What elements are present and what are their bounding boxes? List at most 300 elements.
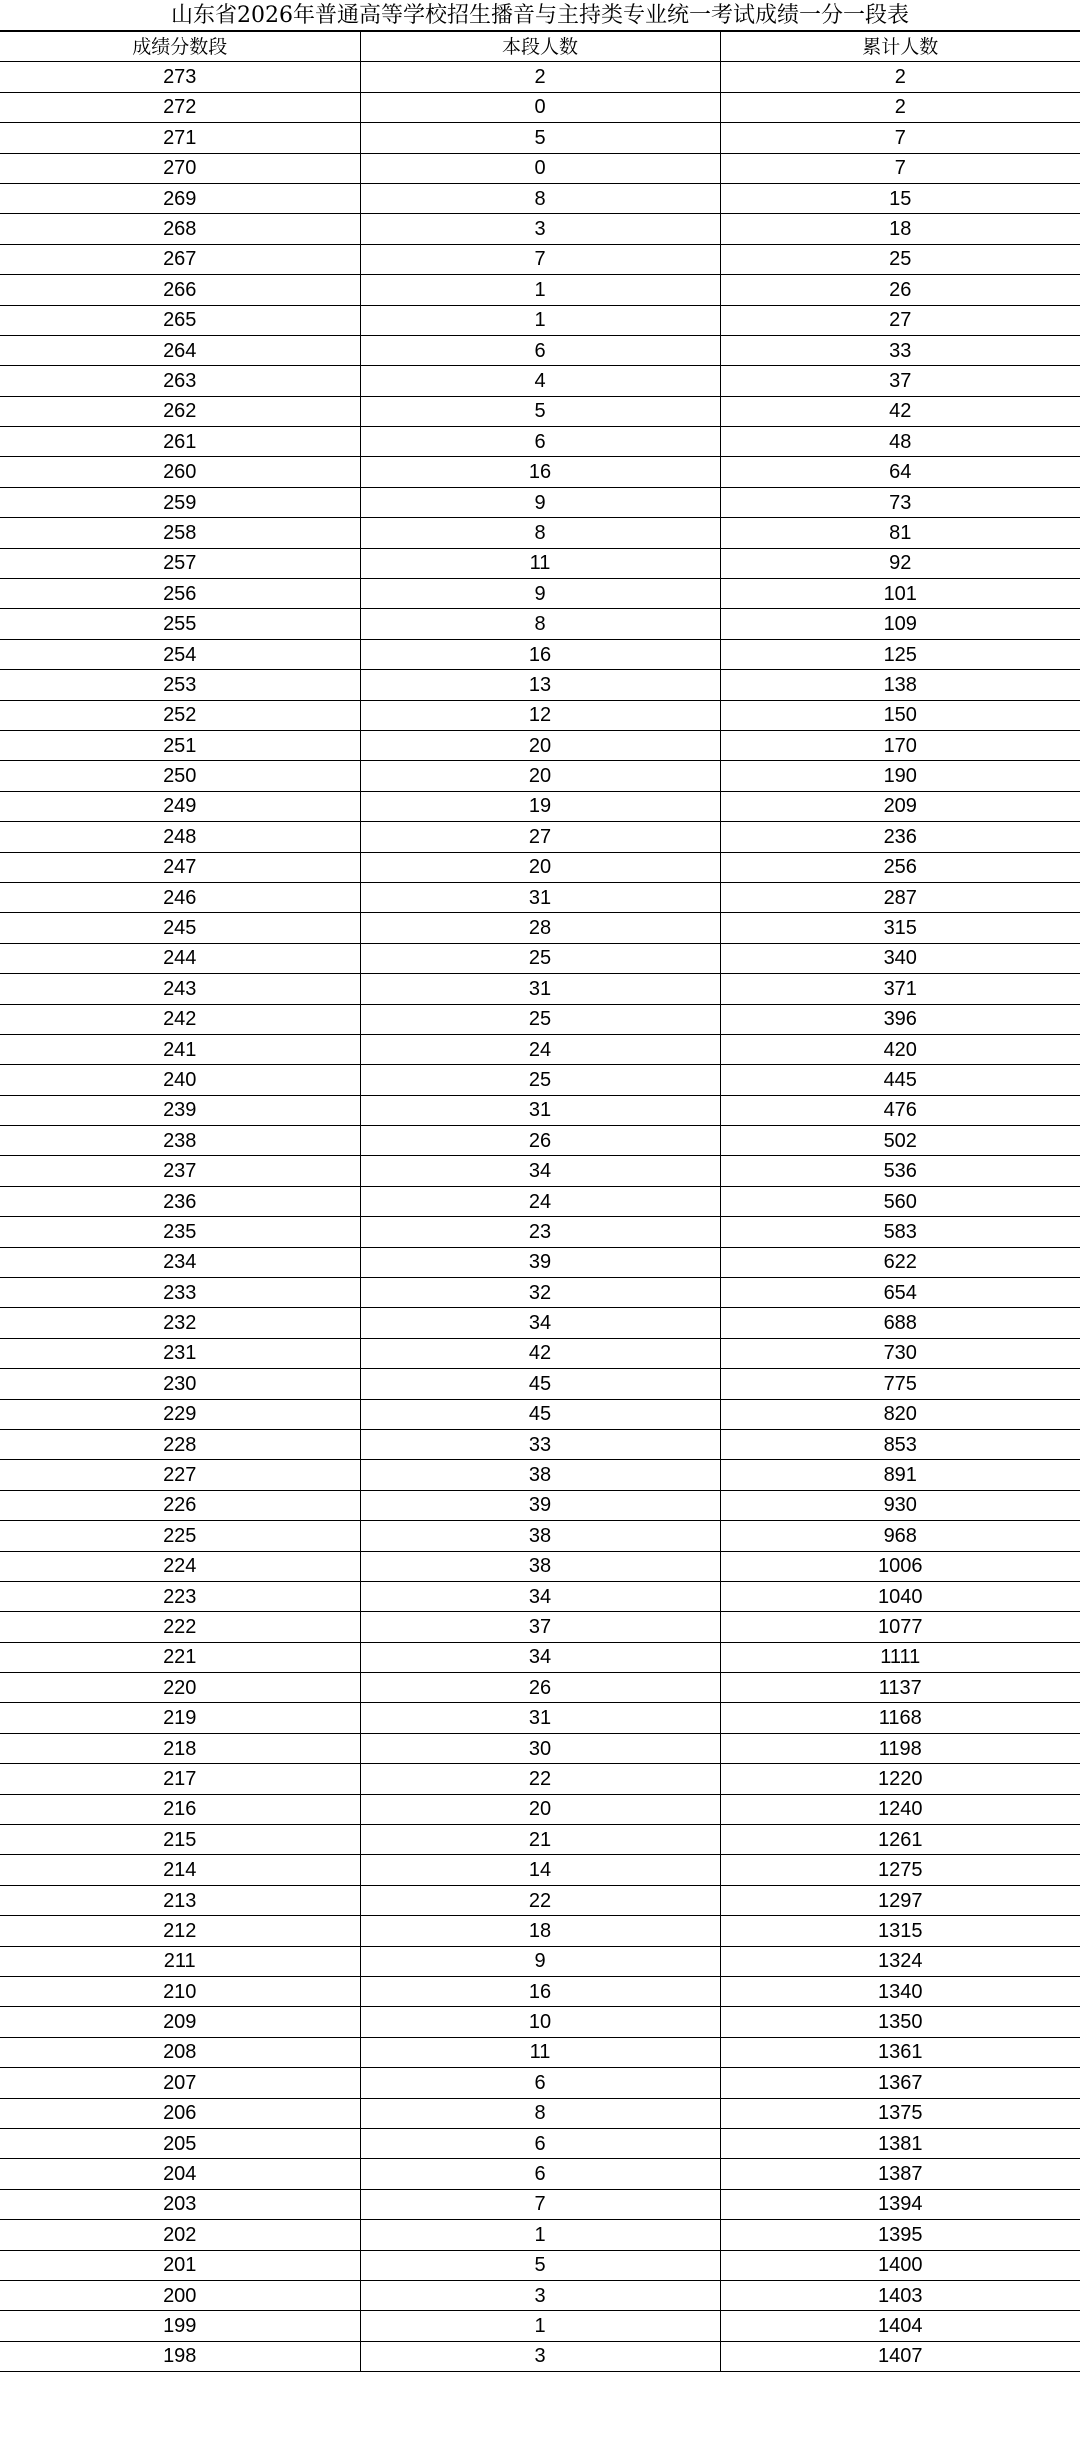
cell-segment-count: 37 [360,1612,720,1642]
cell-score: 226 [0,1490,360,1520]
cell-cumulative-count: 81 [720,518,1080,548]
cell-cumulative-count: 371 [720,974,1080,1004]
cell-segment-count: 33 [360,1429,720,1459]
cell-cumulative-count: 340 [720,943,1080,973]
cell-cumulative-count: 287 [720,882,1080,912]
table-row [0,1247,1080,1277]
cell-score: 217 [0,1764,360,1794]
cell-segment-count: 12 [360,700,720,730]
cell-segment-count: 45 [360,1369,720,1399]
table-row [0,882,1080,912]
cell-cumulative-count: 1367 [720,2068,1080,2098]
table-row [0,214,1080,244]
cell-segment-count: 3 [360,2280,720,2310]
table-row [0,2341,1080,2371]
cell-cumulative-count: 1407 [720,2341,1080,2371]
table-row [0,791,1080,821]
cell-cumulative-count: 1361 [720,2037,1080,2067]
table-row [0,1460,1080,1490]
table-row [0,1521,1080,1551]
cell-cumulative-count: 1387 [720,2159,1080,2189]
table-row [0,1065,1080,1095]
page-title: 山东省2026年普通高等学校招生播音与主持类专业统一考试成绩一分一段表 [0,0,1080,31]
cell-segment-count: 3 [360,2341,720,2371]
cell-cumulative-count: 2 [720,62,1080,92]
table-row [0,1338,1080,1368]
cell-cumulative-count: 1168 [720,1703,1080,1733]
cell-cumulative-count: 1198 [720,1733,1080,1763]
cell-segment-count: 16 [360,639,720,669]
table-row [0,548,1080,578]
cell-cumulative-count: 27 [720,305,1080,335]
table-row [0,2007,1080,2037]
cell-cumulative-count: 654 [720,1278,1080,1308]
table-row [0,2037,1080,2067]
cell-score: 253 [0,670,360,700]
table-row [0,1186,1080,1216]
cell-score: 215 [0,1825,360,1855]
cell-score: 266 [0,275,360,305]
table-row [0,1156,1080,1186]
cell-segment-count: 18 [360,1916,720,1946]
cell-segment-count: 20 [360,730,720,760]
cell-score: 232 [0,1308,360,1338]
cell-cumulative-count: 583 [720,1217,1080,1247]
cell-score: 218 [0,1733,360,1763]
cell-cumulative-count: 92 [720,548,1080,578]
cell-score: 224 [0,1551,360,1581]
cell-segment-count: 1 [360,2220,720,2250]
cell-segment-count: 38 [360,1460,720,1490]
table-row [0,974,1080,1004]
table-row [0,244,1080,274]
table-row [0,153,1080,183]
cell-cumulative-count: 101 [720,579,1080,609]
cell-score: 222 [0,1612,360,1642]
cell-score: 200 [0,2280,360,2310]
cell-segment-count: 42 [360,1338,720,1368]
cell-segment-count: 19 [360,791,720,821]
table-row [0,275,1080,305]
cell-segment-count: 7 [360,244,720,274]
cell-segment-count: 5 [360,2250,720,2280]
cell-cumulative-count: 26 [720,275,1080,305]
table-row [0,943,1080,973]
cell-cumulative-count: 1404 [720,2311,1080,2341]
cell-segment-count: 2 [360,62,720,92]
cell-score: 267 [0,244,360,274]
cell-cumulative-count: 1324 [720,1946,1080,1976]
cell-segment-count: 1 [360,305,720,335]
cell-cumulative-count: 1111 [720,1642,1080,1672]
cell-segment-count: 5 [360,123,720,153]
cell-segment-count: 6 [360,2068,720,2098]
cell-cumulative-count: 445 [720,1065,1080,1095]
table-row [0,1642,1080,1672]
cell-score: 202 [0,2220,360,2250]
table-row [0,1490,1080,1520]
cell-cumulative-count: 968 [720,1521,1080,1551]
table-row [0,1429,1080,1459]
cell-segment-count: 34 [360,1581,720,1611]
cell-score: 227 [0,1460,360,1490]
cell-segment-count: 8 [360,183,720,213]
cell-score: 248 [0,822,360,852]
cell-score: 214 [0,1855,360,1885]
cell-cumulative-count: 730 [720,1338,1080,1368]
cell-cumulative-count: 930 [720,1490,1080,1520]
cell-cumulative-count: 1040 [720,1581,1080,1611]
cell-segment-count: 1 [360,2311,720,2341]
cell-segment-count: 31 [360,1095,720,1125]
cell-segment-count: 31 [360,882,720,912]
table-row [0,2280,1080,2310]
table-row [0,700,1080,730]
cell-score: 272 [0,92,360,122]
table-row [0,183,1080,213]
table-row [0,2128,1080,2158]
cell-cumulative-count: 73 [720,487,1080,517]
cell-cumulative-count: 1275 [720,1855,1080,1885]
cell-score: 237 [0,1156,360,1186]
table-row [0,1095,1080,1125]
cell-score: 239 [0,1095,360,1125]
table-row [0,1126,1080,1156]
cell-score: 271 [0,123,360,153]
cell-score: 273 [0,62,360,92]
cell-score: 216 [0,1794,360,1824]
table-row [0,2220,1080,2250]
header-segment-count: 本段人数 [360,32,720,62]
cell-cumulative-count: 109 [720,609,1080,639]
cell-cumulative-count: 396 [720,1004,1080,1034]
table-row [0,761,1080,791]
cell-cumulative-count: 1350 [720,2007,1080,2037]
cell-score: 261 [0,427,360,457]
table-row [0,518,1080,548]
cell-cumulative-count: 48 [720,427,1080,457]
score-table [0,31,1080,2372]
cell-cumulative-count: 190 [720,761,1080,791]
cell-cumulative-count: 15 [720,183,1080,213]
table-row [0,1612,1080,1642]
cell-segment-count: 22 [360,1885,720,1915]
cell-score: 221 [0,1642,360,1672]
cell-segment-count: 39 [360,1490,720,1520]
cell-score: 209 [0,2007,360,2037]
cell-segment-count: 30 [360,1733,720,1763]
cell-cumulative-count: 315 [720,913,1080,943]
table-row [0,2068,1080,2098]
table-row [0,1794,1080,1824]
table-row [0,92,1080,122]
cell-cumulative-count: 688 [720,1308,1080,1338]
cell-segment-count: 9 [360,487,720,517]
cell-score: 250 [0,761,360,791]
table-row [0,609,1080,639]
table-row [0,1581,1080,1611]
cell-segment-count: 24 [360,1186,720,1216]
table-row [0,366,1080,396]
cell-cumulative-count: 170 [720,730,1080,760]
cell-score: 206 [0,2098,360,2128]
table-row [0,852,1080,882]
cell-cumulative-count: 1137 [720,1673,1080,1703]
cell-score: 270 [0,153,360,183]
cell-segment-count: 25 [360,943,720,973]
table-row [0,305,1080,335]
cell-cumulative-count: 560 [720,1186,1080,1216]
cell-cumulative-count: 236 [720,822,1080,852]
table-row [0,579,1080,609]
cell-segment-count: 20 [360,852,720,882]
cell-segment-count: 23 [360,1217,720,1247]
table-header-row [0,32,1080,62]
cell-score: 262 [0,396,360,426]
cell-score: 245 [0,913,360,943]
cell-score: 265 [0,305,360,335]
table-row [0,1764,1080,1794]
cell-score: 268 [0,214,360,244]
cell-cumulative-count: 536 [720,1156,1080,1186]
cell-segment-count: 45 [360,1399,720,1429]
table-row [0,396,1080,426]
table-row [0,1946,1080,1976]
cell-cumulative-count: 125 [720,639,1080,669]
cell-segment-count: 0 [360,153,720,183]
cell-cumulative-count: 1340 [720,1977,1080,2007]
table-body [0,62,1080,2372]
table-row [0,1825,1080,1855]
cell-cumulative-count: 7 [720,123,1080,153]
cell-score: 264 [0,335,360,365]
table-row [0,1885,1080,1915]
cell-score: 259 [0,487,360,517]
cell-cumulative-count: 775 [720,1369,1080,1399]
cell-score: 229 [0,1399,360,1429]
cell-cumulative-count: 1220 [720,1764,1080,1794]
cell-cumulative-count: 1315 [720,1916,1080,1946]
cell-score: 269 [0,183,360,213]
cell-cumulative-count: 1394 [720,2189,1080,2219]
cell-cumulative-count: 1297 [720,1885,1080,1915]
cell-cumulative-count: 2 [720,92,1080,122]
cell-segment-count: 14 [360,1855,720,1885]
cell-cumulative-count: 150 [720,700,1080,730]
cell-score: 234 [0,1247,360,1277]
table-row [0,1977,1080,2007]
header-cumulative-count: 累计人数 [720,32,1080,62]
cell-score: 207 [0,2068,360,2098]
cell-score: 255 [0,609,360,639]
cell-segment-count: 34 [360,1156,720,1186]
table-row [0,1278,1080,1308]
header-score-range: 成绩分数段 [0,32,360,62]
cell-score: 219 [0,1703,360,1733]
cell-segment-count: 34 [360,1642,720,1672]
cell-segment-count: 8 [360,2098,720,2128]
cell-segment-count: 6 [360,2159,720,2189]
cell-segment-count: 25 [360,1004,720,1034]
cell-cumulative-count: 256 [720,852,1080,882]
cell-cumulative-count: 1395 [720,2220,1080,2250]
cell-score: 220 [0,1673,360,1703]
cell-cumulative-count: 1240 [720,1794,1080,1824]
cell-segment-count: 13 [360,670,720,700]
cell-segment-count: 8 [360,609,720,639]
cell-score: 243 [0,974,360,1004]
cell-segment-count: 11 [360,2037,720,2067]
table-row [0,639,1080,669]
cell-cumulative-count: 502 [720,1126,1080,1156]
table-row [0,2311,1080,2341]
table-row [0,335,1080,365]
table-row [0,1855,1080,1885]
cell-cumulative-count: 138 [720,670,1080,700]
cell-segment-count: 10 [360,2007,720,2037]
table-row [0,1673,1080,1703]
cell-segment-count: 6 [360,2128,720,2158]
cell-score: 204 [0,2159,360,2189]
table-row [0,2189,1080,2219]
cell-cumulative-count: 64 [720,457,1080,487]
cell-segment-count: 38 [360,1551,720,1581]
cell-score: 203 [0,2189,360,2219]
cell-score: 212 [0,1916,360,1946]
table-row [0,1217,1080,1247]
cell-cumulative-count: 7 [720,153,1080,183]
cell-score: 213 [0,1885,360,1915]
cell-segment-count: 9 [360,1946,720,1976]
cell-cumulative-count: 37 [720,366,1080,396]
cell-segment-count: 4 [360,366,720,396]
cell-segment-count: 39 [360,1247,720,1277]
cell-score: 254 [0,639,360,669]
cell-cumulative-count: 420 [720,1034,1080,1064]
cell-segment-count: 6 [360,427,720,457]
table-row [0,1369,1080,1399]
cell-cumulative-count: 1077 [720,1612,1080,1642]
cell-score: 246 [0,882,360,912]
cell-segment-count: 27 [360,822,720,852]
cell-score: 211 [0,1946,360,1976]
table-row [0,62,1080,92]
cell-cumulative-count: 1006 [720,1551,1080,1581]
cell-score: 263 [0,366,360,396]
cell-segment-count: 26 [360,1673,720,1703]
cell-segment-count: 1 [360,275,720,305]
cell-score: 228 [0,1429,360,1459]
cell-cumulative-count: 820 [720,1399,1080,1429]
cell-segment-count: 3 [360,214,720,244]
cell-score: 233 [0,1278,360,1308]
cell-segment-count: 16 [360,457,720,487]
cell-score: 225 [0,1521,360,1551]
cell-score: 257 [0,548,360,578]
cell-cumulative-count: 1400 [720,2250,1080,2280]
cell-segment-count: 9 [360,579,720,609]
cell-score: 235 [0,1217,360,1247]
table-row [0,2098,1080,2128]
table-row [0,487,1080,517]
cell-score: 244 [0,943,360,973]
cell-cumulative-count: 1403 [720,2280,1080,2310]
cell-score: 260 [0,457,360,487]
cell-segment-count: 24 [360,1034,720,1064]
cell-score: 201 [0,2250,360,2280]
cell-segment-count: 28 [360,913,720,943]
cell-segment-count: 11 [360,548,720,578]
table-row [0,822,1080,852]
table-row [0,670,1080,700]
table-row [0,1399,1080,1429]
table-row [0,730,1080,760]
table-row [0,1004,1080,1034]
table-row [0,1916,1080,1946]
cell-score: 205 [0,2128,360,2158]
cell-cumulative-count: 891 [720,1460,1080,1490]
cell-score: 240 [0,1065,360,1095]
cell-score: 256 [0,579,360,609]
table-row [0,123,1080,153]
cell-cumulative-count: 476 [720,1095,1080,1125]
cell-cumulative-count: 1375 [720,2098,1080,2128]
cell-segment-count: 34 [360,1308,720,1338]
cell-cumulative-count: 1381 [720,2128,1080,2158]
cell-score: 210 [0,1977,360,2007]
cell-score: 231 [0,1338,360,1368]
cell-score: 252 [0,700,360,730]
table-row [0,1308,1080,1338]
cell-score: 198 [0,2341,360,2371]
cell-cumulative-count: 33 [720,335,1080,365]
cell-segment-count: 31 [360,1703,720,1733]
table-row [0,2250,1080,2280]
cell-score: 238 [0,1126,360,1156]
cell-cumulative-count: 42 [720,396,1080,426]
cell-score: 247 [0,852,360,882]
cell-cumulative-count: 622 [720,1247,1080,1277]
cell-segment-count: 5 [360,396,720,426]
cell-segment-count: 31 [360,974,720,1004]
cell-segment-count: 20 [360,1794,720,1824]
cell-score: 249 [0,791,360,821]
cell-cumulative-count: 853 [720,1429,1080,1459]
cell-segment-count: 20 [360,761,720,791]
cell-segment-count: 38 [360,1521,720,1551]
cell-segment-count: 26 [360,1126,720,1156]
cell-segment-count: 7 [360,2189,720,2219]
cell-score: 230 [0,1369,360,1399]
table-row [0,427,1080,457]
cell-segment-count: 0 [360,92,720,122]
table-row [0,457,1080,487]
cell-score: 241 [0,1034,360,1064]
cell-segment-count: 6 [360,335,720,365]
cell-score: 242 [0,1004,360,1034]
cell-cumulative-count: 18 [720,214,1080,244]
table-row [0,913,1080,943]
cell-score: 223 [0,1581,360,1611]
cell-cumulative-count: 25 [720,244,1080,274]
cell-segment-count: 8 [360,518,720,548]
table-row [0,1703,1080,1733]
cell-segment-count: 16 [360,1977,720,2007]
cell-segment-count: 25 [360,1065,720,1095]
cell-score: 258 [0,518,360,548]
table-row [0,1034,1080,1064]
cell-score: 236 [0,1186,360,1216]
